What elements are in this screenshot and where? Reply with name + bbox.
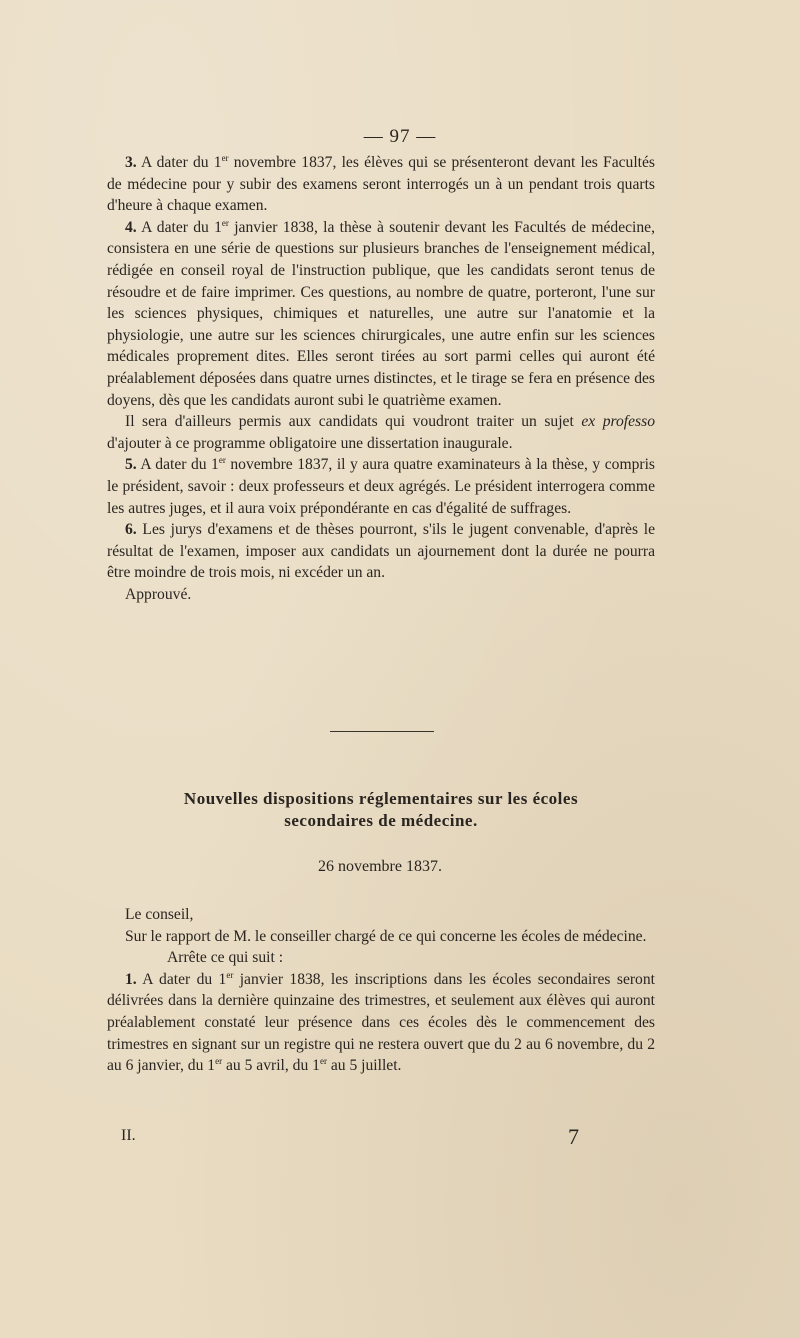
report: Sur le rapport de M. le conseiller chargé de ce qui concerne les écoles de médecine. <box>125 927 647 945</box>
section-date: 26 novembre 1837. <box>318 858 442 875</box>
sheet-number: 7 <box>568 1124 579 1149</box>
top-articles <box>107 152 655 605</box>
section-divider <box>330 731 434 732</box>
page-number: — 97 — <box>363 126 437 147</box>
section-title-line-2: secondaires de médecine. <box>284 811 478 830</box>
bottom-articles <box>107 904 655 1077</box>
article-5: 5. A dater du 1er novembre 1837, il y aura quatre examinateurs à la thèse, y compris le président, savoir : deux professeurs et deux agrégés. Le président interrogera comme les autres juges, et il aura voix prépondérante en cas d'égalité de suffrages. <box>107 455 655 517</box>
signature-mark: II. <box>121 1127 136 1144</box>
article-3: 3. A dater du 1er novembre 1837, les élèves qui se présenteront devant les Facultés de médecine pour y subir des examens seront interrogés un à un pendant trois quarts d'heure à chaque examen. <box>107 153 655 215</box>
article-4: 4. A dater du 1er janvier 1838, la thèse à soutenir devant les Facultés de médecine, consistera en une série de questions sur plusieurs branches de l'enseignement médical, rédigée en conseil royal de l'instruction publique, que les candidats seront tenus de résoudre et de faire imprimer. Ces questions, au nombre de quatre, porteront, l'une sur les sciences physiques, chimiques et naturelles, une autre sur l'anatomie et la physiologie, une autre sur les sciences chirurgicales, une autre enfin sur les sciences médicales proprement dites. Elles seront tirées au sort parmi celles qui auront été préalablement déposées dans quatre urnes distinctes, et le tirage se fera en présence des doyens, dès que les candidats auront subi le quatrième examen. <box>107 217 655 409</box>
article-1: 1. A dater du 1er janvier 1838, les inscriptions dans les écoles secondaires seront délivrées dans la dernière quinzaine des trimestres, et seulement aux élèves qui auront préalablement constaté leur présence dans ces écoles dès le commencement des trimestres en signant sur un registre qui ne restera ouvert que du 2 au 6 novembre, du 2 au 6 janvier, du 1er au 5 avril, du 1er au 5 juillet. <box>107 969 655 1075</box>
article-4-addendum: Il sera d'ailleurs permis aux candidats qui voudront traiter un sujet ex professo d'ajouter à ce programme obligatoire une dissertation inaugurale. <box>107 413 655 452</box>
decree: Arrête ce qui suit : <box>167 949 284 967</box>
council: Le conseil, <box>125 906 194 923</box>
section-title-line-1: Nouvelles dispositions réglementaires sur les écoles <box>183 789 579 808</box>
section-title <box>107 788 655 832</box>
article-6: 6. Les jurys d'examens et de thèses pourront, s'ils le jugent convenable, d'après le résultat de l'examen, imposer aux candidats un ajournement dont la durée ne pourra être moindre de trois mois, ni excéder un an. <box>107 521 655 582</box>
approved: Approuvé. <box>125 585 192 603</box>
